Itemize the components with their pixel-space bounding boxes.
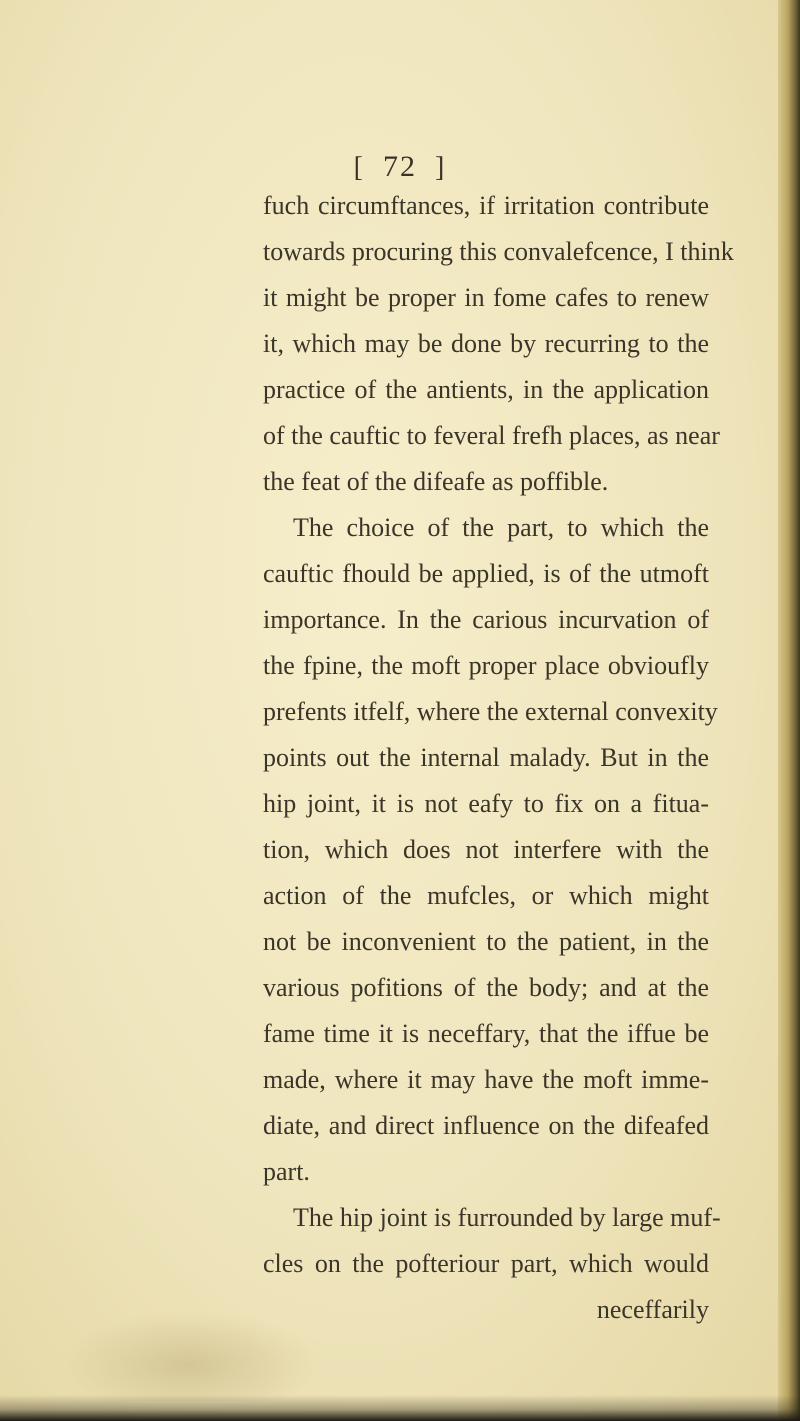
text-line: tion, which does not interfere with the [263,835,709,864]
body-text [263,183,734,1333]
page-header [0,150,800,184]
text-line: not be inconvenient to the patient, in the [263,927,709,956]
text-line: action of the mufcles, or which might [263,881,709,910]
text-line: cauftic fhould be applied, is of the utmoft [263,559,709,588]
text-line: made, where it may have the moft imme- [263,1065,709,1094]
text-line: various pofitions of the body; and at the [263,973,709,1002]
close-bracket: ] [435,152,447,183]
text-line: fame time it is neceffary, that the iffue be [263,1019,709,1048]
page-edge-shadow [778,0,800,1421]
text-line: towards procuring this convalefcence, I think [263,237,734,266]
text-line: diate, and direct influence on the difeafed [263,1111,709,1140]
text-line: of the cauftic to feveral frefh places, as near [263,421,720,450]
bottom-edge-shadow [0,1395,800,1421]
text-line: cles on the pofteriour part, which would [263,1249,709,1278]
text-line: part. [263,1157,310,1186]
catchword: neceffarily [596,1295,709,1324]
text-line: the fpine, the moft proper place obvioufly [263,651,709,680]
open-bracket: [ [353,152,365,183]
text-line: it, which may be done by recurring to the [263,329,709,358]
text-line: hip joint, it is not eafy to fix on a fitua- [263,789,709,818]
page-number: 72 [383,150,417,183]
paragraph-start-line: The choice of the part, to which the [293,513,709,542]
text-line: prefents itfelf, where the external convexity [263,697,718,726]
paragraph-start-line: The hip joint is furrounded by large muf- [293,1203,721,1232]
text-line: points out the internal malady. But in the [263,743,709,772]
text-line: fuch circumftances, if irritation contribute [263,191,709,220]
text-line: it might be proper in fome cafes to renew [263,283,709,312]
text-line: importance. In the carious incurvation of [263,605,709,634]
text-line: the feat of the difeafe as poffible. [263,467,609,496]
text-line: practice of the antients, in the application [263,375,709,404]
